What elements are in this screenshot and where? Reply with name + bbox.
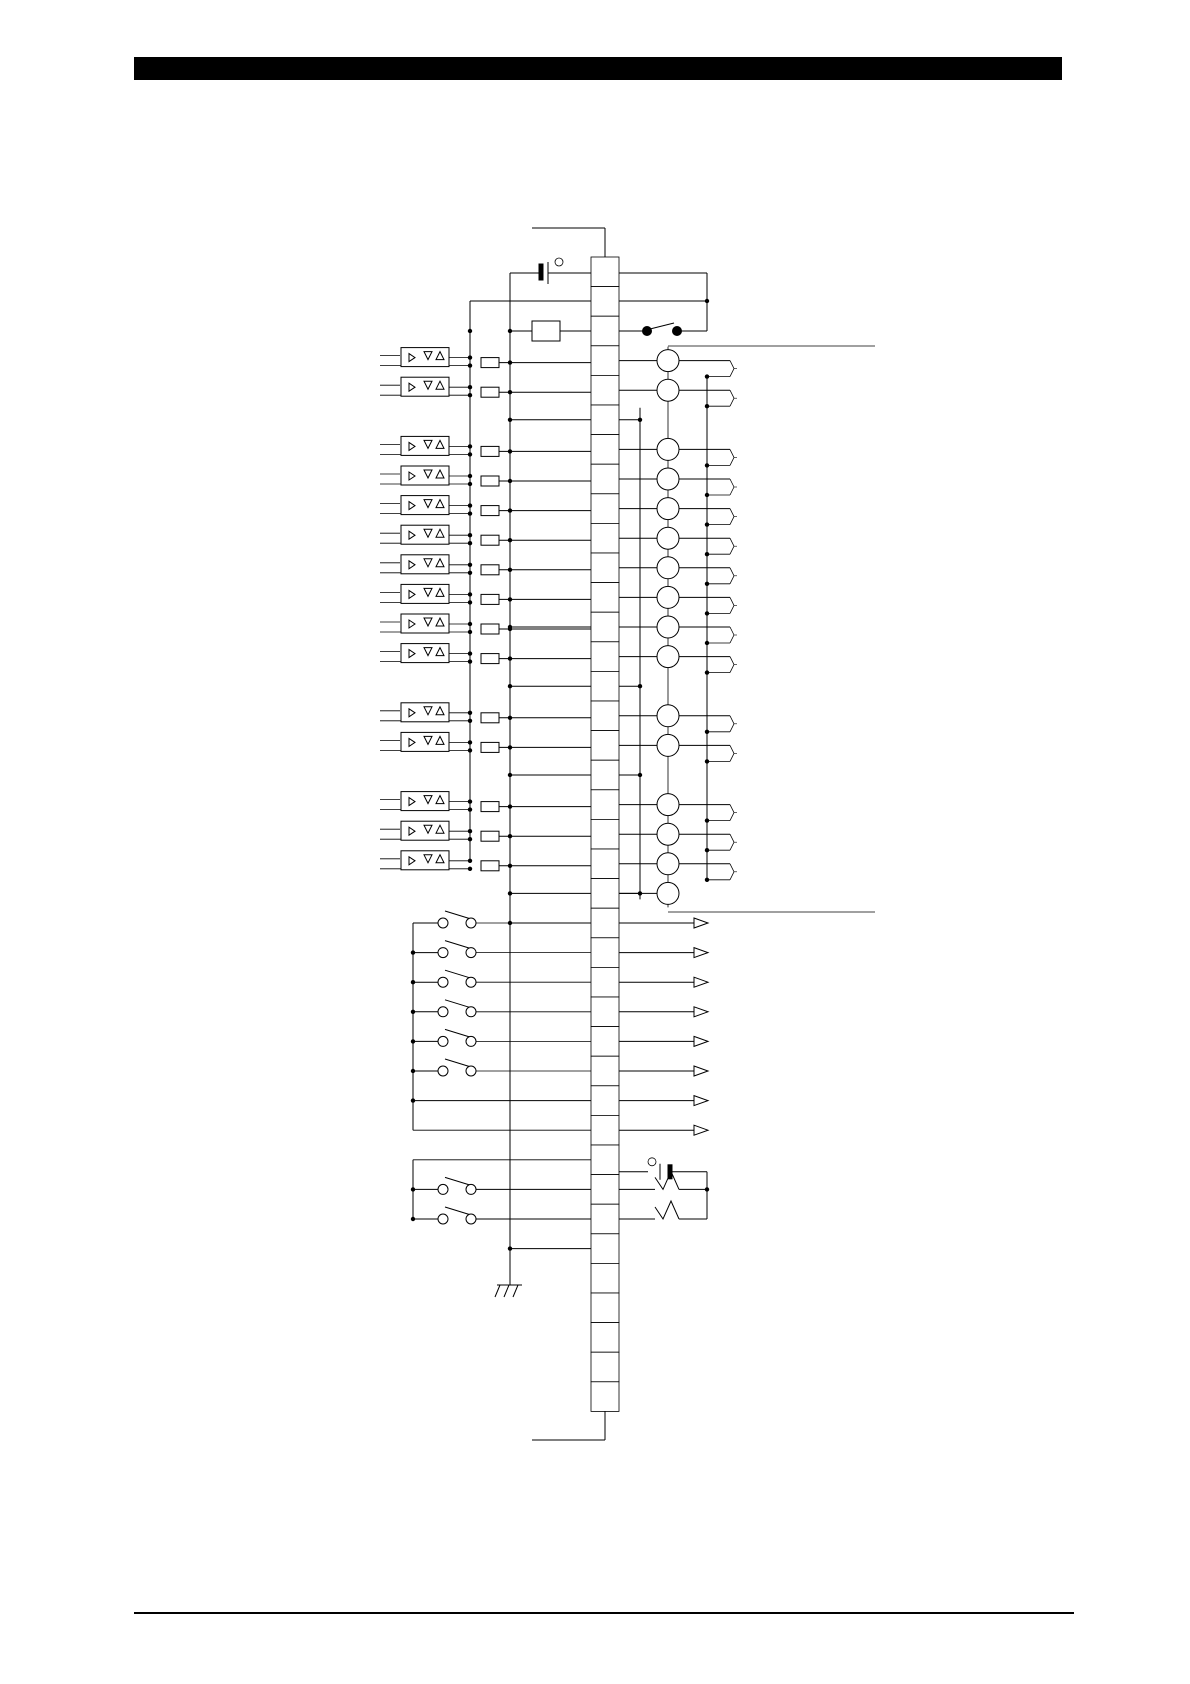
signal-output-arrow (694, 918, 708, 928)
optocoupler-box (401, 377, 449, 396)
switch-contact (466, 1184, 476, 1194)
switch-contact (466, 1214, 476, 1224)
switch-blade (445, 1207, 471, 1215)
switch-contact (438, 977, 448, 987)
optocoupler-box (401, 614, 449, 633)
contact-dot (642, 326, 652, 336)
junction-dot (468, 740, 472, 744)
contact-lead (730, 390, 734, 398)
contact-lead (730, 864, 734, 872)
junction-dot (508, 684, 512, 688)
junction-dot (411, 1039, 415, 1043)
relay-coil-circle (657, 350, 679, 372)
contact-lead (730, 635, 734, 643)
relay-coil-circle (657, 557, 679, 579)
contact-lead (730, 398, 734, 406)
input-resistor (481, 476, 499, 486)
terminal-cell (591, 997, 619, 1027)
switch-contact (438, 918, 448, 928)
junction-dot (468, 719, 472, 723)
junction-dot (638, 418, 642, 422)
contact-lead (730, 546, 734, 554)
terminal-cell (591, 967, 619, 997)
junction-dot (508, 921, 512, 925)
junction-dot (468, 363, 472, 367)
switch-contact (466, 977, 476, 987)
junction-dot (508, 597, 512, 601)
terminal-cell (591, 523, 619, 553)
signal-output-arrow (694, 1007, 708, 1017)
signal-output-arrow (694, 1125, 708, 1135)
terminal-cell (591, 405, 619, 435)
junction-dot (508, 891, 512, 895)
optocoupler-box (401, 348, 449, 367)
contact-lead (730, 538, 734, 546)
relay-coil-circle (657, 586, 679, 608)
input-resistor (481, 358, 499, 368)
contact-lead (730, 605, 734, 613)
relay-coil-circle (657, 853, 679, 875)
input-resistor (481, 624, 499, 634)
junction-dot (411, 1010, 415, 1014)
optocoupler-box (401, 584, 449, 603)
optocoupler-box (401, 525, 449, 544)
contact-lead (730, 487, 734, 495)
input-resistor (481, 565, 499, 575)
switch-contact (466, 1036, 476, 1046)
junction-dot (468, 511, 472, 515)
junction-dot (508, 656, 512, 660)
junction-dot (468, 571, 472, 575)
junction-dot (468, 563, 472, 567)
terminal-cell (591, 760, 619, 790)
relay-coil-circle (657, 616, 679, 638)
contact-lead (730, 627, 734, 635)
battery-negative-plate (539, 264, 543, 280)
contact-lead (730, 449, 734, 457)
ground-symbol (513, 1285, 518, 1297)
junction-dot (468, 659, 472, 663)
junction-dot (468, 393, 472, 397)
relay-coil-circle (657, 498, 679, 520)
contact-lead (730, 576, 734, 584)
contact-lead (730, 479, 734, 487)
contact-lead (730, 724, 734, 732)
contact-lead (730, 568, 734, 576)
switch-blade (445, 1177, 471, 1185)
optocoupler-box (401, 703, 449, 722)
junction-dot (508, 864, 512, 868)
terminal-cell (591, 879, 619, 909)
terminal-cell (591, 583, 619, 613)
terminal-cell (591, 1056, 619, 1086)
terminal-cell (591, 819, 619, 849)
junction-dot (705, 374, 709, 378)
contact-dot (672, 326, 682, 336)
junction-dot (468, 837, 472, 841)
junction-dot (638, 891, 642, 895)
terminal-cell (591, 671, 619, 701)
terminal-cell (591, 908, 619, 938)
junction-dot (468, 474, 472, 478)
junction-dot (411, 950, 415, 954)
contact-lead (730, 753, 734, 761)
signal-output-arrow (694, 1036, 708, 1046)
junction-dot (705, 493, 709, 497)
sensor-coil (655, 1171, 679, 1189)
contact-lead (730, 716, 734, 724)
contact-lead (730, 517, 734, 525)
switch-contact (466, 1007, 476, 1017)
junction-dot (508, 773, 512, 777)
switch-contact (438, 1184, 448, 1194)
junction-dot (468, 807, 472, 811)
switch-blade (445, 1059, 471, 1067)
relay-coil-circle (657, 646, 679, 668)
terminal-cell (591, 316, 619, 346)
junction-dot (705, 522, 709, 526)
terminal-cell (591, 464, 619, 494)
junction-dot (411, 980, 415, 984)
input-resistor (481, 713, 499, 723)
ground-symbol (495, 1285, 500, 1297)
junction-dot (468, 799, 472, 803)
optocoupler-box (401, 792, 449, 811)
terminal-cell (591, 938, 619, 968)
relay-coil-circle (657, 468, 679, 490)
junction-dot (705, 641, 709, 645)
contact-lead (730, 665, 734, 673)
terminal-cell (591, 494, 619, 524)
contact-lead (730, 369, 734, 377)
junction-dot (468, 503, 472, 507)
terminal-cell (591, 642, 619, 672)
switch-contact (438, 948, 448, 958)
contact-lead (730, 813, 734, 821)
contact-lead (730, 834, 734, 842)
junction-dot (705, 670, 709, 674)
terminal-cell (591, 1175, 619, 1205)
junction-dot (638, 773, 642, 777)
junction-dot (705, 552, 709, 556)
input-resistor (481, 802, 499, 812)
terminal-cell (591, 612, 619, 642)
junction-dot (508, 568, 512, 572)
battery-negative-plate (668, 1165, 672, 1179)
junction-dot (508, 508, 512, 512)
junction-dot (508, 449, 512, 453)
junction-dot (468, 829, 472, 833)
optocoupler-box (401, 496, 449, 515)
input-resistor (481, 742, 499, 752)
terminal-cell (591, 375, 619, 405)
terminal-cell (591, 1293, 619, 1323)
junction-dot (508, 538, 512, 542)
junction-dot (508, 716, 512, 720)
junction-dot (468, 600, 472, 604)
junction-dot (508, 834, 512, 838)
switch-blade (445, 1000, 471, 1008)
input-resistor (481, 654, 499, 664)
terminal-cell (591, 257, 619, 287)
relay-coil-circle (657, 379, 679, 401)
junction-dot (705, 463, 709, 467)
terminal-cell (591, 731, 619, 761)
junction-dot (705, 582, 709, 586)
terminal-cell (591, 553, 619, 583)
ground-symbol (504, 1285, 509, 1297)
optocoupler-box (401, 821, 449, 840)
switch-contact (438, 1066, 448, 1076)
terminal-cell (591, 1234, 619, 1264)
junction-dot (705, 848, 709, 852)
optocoupler-box (401, 436, 449, 455)
junction-dot (411, 1217, 415, 1221)
input-resistor (481, 446, 499, 456)
signal-output-arrow (694, 1096, 708, 1106)
junction-dot (508, 418, 512, 422)
junction-dot (508, 479, 512, 483)
junction-dot (468, 329, 472, 333)
switch-blade (445, 941, 471, 949)
junction-dot (468, 592, 472, 596)
junction-dot (638, 684, 642, 688)
junction-dot (705, 730, 709, 734)
contact-lead (730, 457, 734, 465)
junction-dot (411, 1069, 415, 1073)
junction-dot (705, 878, 709, 882)
junction-dot (508, 329, 512, 333)
input-resistor (481, 831, 499, 841)
switch-contact (438, 1036, 448, 1046)
junction-dot (705, 299, 709, 303)
terminal-cell (591, 1145, 619, 1175)
junction-dot (468, 533, 472, 537)
terminal-cell (591, 435, 619, 465)
relay-coil-circle (657, 527, 679, 549)
input-resistor (481, 506, 499, 516)
terminal-cell (591, 1382, 619, 1412)
junction-dot (411, 1098, 415, 1102)
battery-plus-icon (648, 1158, 656, 1166)
contact-lead (730, 745, 734, 753)
junction-dot (508, 1246, 512, 1250)
terminal-cell (591, 1027, 619, 1057)
terminal-cell (591, 1263, 619, 1293)
optocoupler-box (401, 644, 449, 663)
junction-dot (508, 360, 512, 364)
junction-dot (468, 355, 472, 359)
terminal-cell (591, 1323, 619, 1353)
contact-lead (730, 509, 734, 517)
input-resistor (481, 861, 499, 871)
optocoupler-box (401, 851, 449, 870)
contact-lead (730, 657, 734, 665)
junction-dot (468, 482, 472, 486)
relay-coil-circle (657, 823, 679, 845)
switch-contact (466, 918, 476, 928)
relay-coil-circle (657, 705, 679, 727)
optocoupler-box (401, 555, 449, 574)
terminal-cell (591, 1352, 619, 1382)
switch-contact (438, 1214, 448, 1224)
junction-dot (468, 622, 472, 626)
junction-dot (411, 1187, 415, 1191)
relay-coil-circle (657, 882, 679, 904)
junction-dot (468, 630, 472, 634)
junction-dot (705, 404, 709, 408)
junction-dot (468, 711, 472, 715)
input-resistor (481, 594, 499, 604)
terminal-cell (591, 790, 619, 820)
signal-output-arrow (694, 948, 708, 958)
input-resistor (481, 387, 499, 397)
junction-dot (705, 818, 709, 822)
switch-contact (438, 1007, 448, 1017)
terminal-cell (591, 1086, 619, 1116)
contact-lead (730, 805, 734, 813)
contact-blade (650, 323, 674, 329)
switch-blade (445, 911, 471, 919)
optocoupler-box (401, 732, 449, 751)
optocoupler-box (401, 466, 449, 485)
input-resistor (481, 535, 499, 545)
contact-lead (730, 842, 734, 850)
sensor-coil (655, 1201, 679, 1219)
switch-contact (466, 948, 476, 958)
junction-dot (508, 625, 512, 629)
junction-dot (468, 541, 472, 545)
switch-blade (445, 1029, 471, 1037)
junction-dot (468, 385, 472, 389)
junction-dot (468, 444, 472, 448)
junction-dot (705, 1187, 709, 1191)
relay-coil (532, 321, 560, 341)
junction-dot (508, 745, 512, 749)
terminal-cell (591, 701, 619, 731)
terminal-cell (591, 849, 619, 879)
switch-contact (466, 1066, 476, 1076)
junction-dot (468, 651, 472, 655)
terminal-cell (591, 1204, 619, 1234)
terminal-cell (591, 1115, 619, 1145)
contact-lead (730, 872, 734, 880)
relay-coil-circle (657, 734, 679, 756)
junction-dot (468, 452, 472, 456)
junction-dot (705, 611, 709, 615)
terminal-cell (591, 346, 619, 376)
relay-coil-circle (657, 794, 679, 816)
relay-coil-circle (657, 438, 679, 460)
junction-dot (468, 859, 472, 863)
terminal-cell (591, 287, 619, 317)
switch-blade (445, 970, 471, 978)
contact-lead (730, 361, 734, 369)
footer-rule (134, 1612, 1074, 1614)
junction-dot (705, 759, 709, 763)
junction-dot (508, 804, 512, 808)
battery-plus-icon (555, 258, 563, 266)
junction-dot (468, 748, 472, 752)
contact-lead (730, 597, 734, 605)
signal-output-arrow (694, 1066, 708, 1076)
signal-output-arrow (694, 977, 708, 987)
junction-dot (468, 867, 472, 871)
junction-dot (508, 390, 512, 394)
